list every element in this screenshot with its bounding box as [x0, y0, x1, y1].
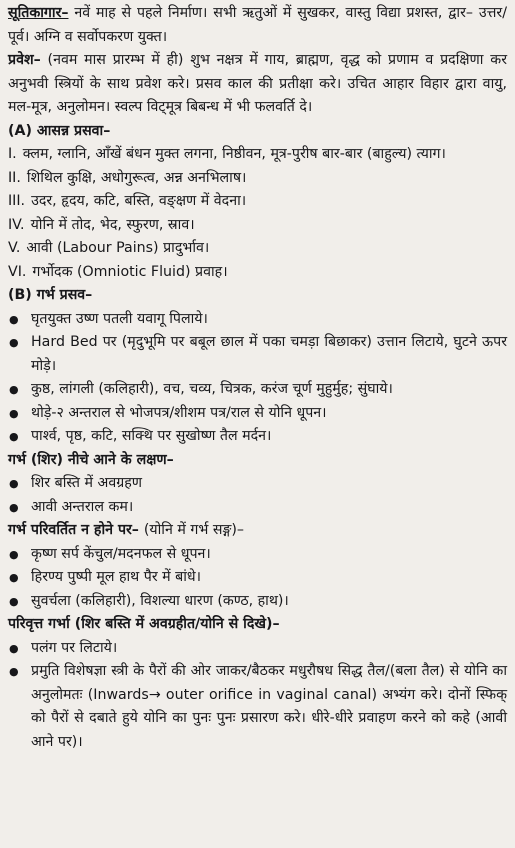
list-item [8, 590, 507, 614]
heading-garbha-shir-lakshan: गर्भ (शिर) नीचे आने के लक्षण– [8, 451, 174, 468]
term-sutikagar: सूतिकागार– [8, 5, 69, 21]
heading-parivritta-garbha: परिवृत्त गर्भा (शिर बस्ति में अवग्रहीत/योनि से दिखे)– [8, 616, 280, 632]
bullet-icon: ● [9, 665, 19, 678]
term-pravesh: प्रवेश– [8, 52, 41, 68]
list-item [8, 472, 507, 496]
item-text: थोड़े-२ अन्तराल से भोजपत्र/शीशम पत्र/राल से योनि धूपन। [31, 404, 327, 421]
item-marker: VI. [8, 263, 27, 280]
list-item [8, 214, 507, 238]
text-sutikagar: नवें माह से पहले निर्माण। सभी ऋतुओं में सुखकर, वास्तु विद्या प्रशस्त, द्वार– उत्तर/पूर्व। अग्नि व सर्वोपकरण युक्त। [8, 5, 507, 45]
item-marker: III. [8, 193, 26, 209]
bullet-icon: ● [9, 547, 19, 561]
bullet-icon: ● [9, 477, 19, 490]
list-item [8, 402, 507, 426]
item-marker: V. [8, 240, 21, 256]
item-text: कुष्ठ, लांगली (कलिहारी), वच, चव्य, चित्रक, करंज चूर्ण मुहुर्मुह; सुंघाये। [31, 381, 393, 397]
list-item [8, 143, 507, 167]
list-item [8, 637, 507, 661]
item-text: आवी (Labour Pains) प्रादुर्भाव। [26, 240, 210, 256]
bullet-icon: ● [9, 383, 19, 396]
list-item [8, 167, 507, 191]
text-pravesh: (नवम मास प्रारम्भ में ही) शुभ नक्षत्र में गाय, ब्राह्मण, वृद्ध को प्रणाम व प्रदक्षिणा कर अनुभवी स्त्रियों के साथ प्रवेश करे। प्रसव काल की प्रतीक्षा करे। उचित आहार विहार द्वारा वायु, मल-मूत्र, अनुलोमन। स्वल्प विट्मूत्र बिबन्ध में भी फलवर्ति दे। [8, 52, 507, 115]
heading-garbha-parivartit [8, 519, 507, 543]
item-text: पलंग पर लिटाये। [31, 639, 118, 656]
item-text: आवी अन्तराल कम। [31, 498, 134, 515]
bullet-icon: ● [9, 641, 19, 655]
bullet-icon: ● [9, 312, 19, 326]
list-parivritta-garbha [8, 637, 507, 755]
list-item [8, 543, 507, 567]
bullet-icon: ● [9, 571, 19, 584]
list-item [8, 660, 507, 754]
list-aasanna-prasava [8, 143, 507, 284]
list-item [8, 261, 507, 285]
bullet-icon: ● [9, 336, 19, 349]
list-garbha-prasava [8, 308, 507, 449]
bullet-icon: ● [9, 500, 19, 514]
list-item [8, 237, 507, 261]
item-text: घृतयुक्त उष्ण पतली यवागू पिलाये। [31, 310, 208, 327]
list-item [8, 331, 507, 378]
paragraph-sutikagar [8, 2, 507, 49]
list-item [8, 496, 507, 520]
item-text: कृष्ण सर्प केंचुल/मदनफल से धूपन। [31, 545, 211, 562]
item-text: Hard Bed पर (मृदुभूमि पर बबूल छाल में पका चमड़ा बिछाकर) उत्तान लिटाये, घुटने ऊपर मोड़े। [31, 334, 507, 374]
heading-text: गर्भ परिवर्तित न होने पर– [8, 522, 139, 538]
item-text: हिरण्य पुष्पी मूल हाथ पैर में बांधे। [31, 569, 201, 585]
list-garbha-parivartit [8, 543, 507, 614]
list-item [8, 378, 507, 402]
list-item [8, 425, 507, 449]
bullet-icon: ● [9, 594, 19, 608]
item-marker: I. [8, 146, 17, 162]
heading-garbha-prasava: (B) गर्भ प्रसव– [8, 287, 93, 303]
item-marker: II. [8, 169, 21, 186]
heading-aasanna-prasava: (A) आसन्न प्रसवा– [8, 122, 111, 139]
list-garbha-shir-lakshan [8, 472, 507, 519]
item-text: क्लम, ग्लानि, आँखें बंधन मुक्त लगना, निष्ठीवन, मूत्र-पुरीष बार-बार (बाहुल्य) त्याग। [22, 146, 446, 162]
list-item [8, 566, 507, 590]
list-item [8, 190, 507, 214]
list-item [8, 308, 507, 332]
bullet-icon: ● [9, 406, 19, 420]
item-marker: IV. [8, 216, 25, 233]
item-text: शिथिल कुक्षि, अधोगुरूत्व, अन्न अनभिलाष। [26, 169, 247, 186]
item-text: सुवर्चला (कलिहारी), विशल्या धारण (कण्ठ, हाथ)। [31, 592, 289, 609]
item-text: शिर बस्ति में अवग्रहण [31, 475, 143, 491]
item-text: योनि में तोद, भेद, स्फुरण, स्राव। [30, 216, 195, 233]
bullet-icon: ● [9, 430, 19, 443]
item-text: प्रमुति विशेषज्ञा स्त्री के पैरों की ओर जाकर/बैठकर मधुरौषध सिद्ध तैल/(बला तैल) से योनि का अनुलोमतः (Inwards→ outer orifice in vaginal canal) अभ्यंग करे। दोनों स्फिक् को पैरों से दबाते हुये योनि का पुनः पुनः प्रसारण करे। धीरे-धीरे प्रवाहण करने को कहे (आवी आने पर)। [31, 663, 507, 750]
paragraph-pravesh [8, 49, 507, 120]
item-text: पार्श्व, पृष्ठ, कटि, सक्थि पर सुखोष्ण तैल मर्दन। [31, 428, 272, 444]
item-text: गर्भोदक (Omniotic Fluid) प्रवाह। [32, 263, 228, 280]
heading-note: (योनि में गर्भ सङ्ग)– [143, 522, 245, 538]
item-text: उदर, हृदय, कटि, बस्ति, वङ्क्षण में वेदना। [31, 193, 247, 209]
